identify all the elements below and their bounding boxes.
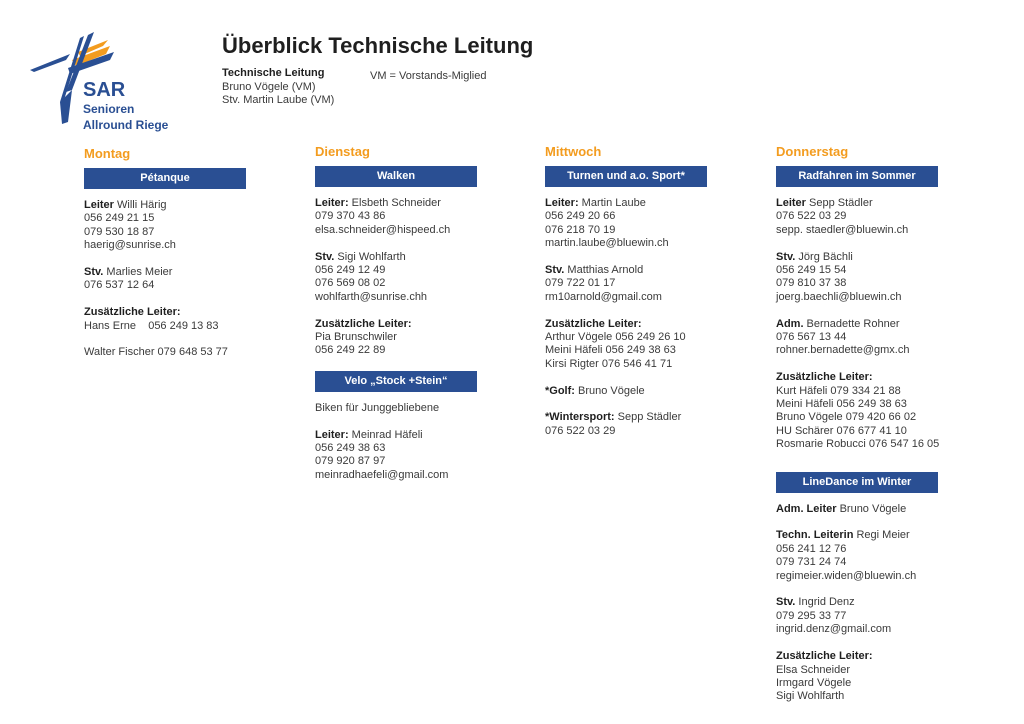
contact-line: 079 920 87 97: [315, 455, 386, 468]
name: Willi Härig: [113, 199, 167, 211]
leiter-block: [545, 197, 710, 251]
day-heading: Dienstag: [315, 144, 370, 159]
golf-block: [545, 385, 710, 398]
label: Zusätzliche Leiter:: [545, 317, 642, 330]
contact-line: Meini Häfeli 056 249 38 63: [776, 398, 907, 411]
wintersport-block: [545, 411, 710, 438]
contact-line: 079 530 18 87: [84, 225, 155, 238]
activity-bar: Velo „Stock +Stein“: [315, 371, 477, 392]
contact-line: Pia Brunschwiler: [315, 331, 397, 344]
logo-sar-text: SAR: [83, 79, 126, 101]
activity-bar: Pétanque: [84, 168, 246, 189]
name: Martin Laube: [578, 197, 646, 209]
contact-line: 056 249 20 66: [545, 210, 616, 223]
name: Bruno Vögele: [836, 502, 907, 515]
contact-line: rohner.bernadette@gmx.ch: [776, 344, 910, 357]
meta-heading: Technische Leitung: [222, 67, 325, 79]
contact-line: 056 249 38 63: [315, 442, 386, 455]
label: Stv.: [545, 264, 565, 277]
label: *Wintersport:: [545, 411, 615, 424]
contact-line: Walter Fischer 079 648 53 77: [84, 346, 228, 359]
label: Adm. Leiter: [776, 502, 837, 515]
vm-note: VM = Vorstands-Miglied: [370, 70, 487, 82]
column-donnerstag: [776, 144, 941, 704]
contact-line: elsa.schneider@hispeed.ch: [315, 223, 451, 236]
contact-line: 079 731 24 74: [776, 556, 847, 569]
contact-line: joerg.baechli@bluewin.ch: [776, 290, 902, 303]
contact-line: martin.laube@bluewin.ch: [545, 237, 669, 250]
name: Jörg Bächli: [795, 250, 853, 263]
contact-line: ingrid.denz@gmail.com: [776, 623, 892, 636]
contact-line: Irmgard Vögele: [776, 676, 852, 689]
contact-line: haerig@sunrise.ch: [84, 239, 176, 252]
column-montag: [84, 144, 249, 360]
day-heading: Donnerstag: [776, 144, 849, 159]
day-heading: Montag: [84, 146, 131, 161]
activity-bar: Radfahren im Sommer: [776, 166, 938, 187]
stv-block: [776, 251, 941, 305]
label: Zusätzliche Leiter:: [315, 317, 412, 330]
contact-line: 079 370 43 86: [315, 210, 386, 223]
contact-line: 076 537 12 64: [84, 279, 155, 292]
label: Techn. Leiterin: [776, 529, 854, 542]
contact-line: 056 249 12 49: [315, 264, 386, 277]
contact-line: 076 522 03 29: [545, 424, 616, 437]
zus-block: [776, 371, 941, 451]
contact-line: meinradhaefeli@gmail.com: [315, 468, 449, 481]
label: Stv.: [776, 596, 796, 609]
label: Stv.: [315, 250, 335, 263]
stv-block: [84, 266, 249, 293]
contact-line: sepp. staedler@bluewin.ch: [776, 223, 909, 236]
logo-line-1: Senioren: [83, 102, 135, 116]
column-dienstag: [315, 144, 480, 482]
stv-block: [776, 596, 941, 636]
contact-line: wohlfarth@sunrise.chh: [315, 290, 428, 303]
contact-line: Kirsi Rigter 076 546 41 71: [545, 357, 673, 370]
leiter-block: [776, 197, 941, 237]
adm-leiter-line: [776, 503, 941, 516]
contact-line: 076 569 08 02: [315, 277, 386, 290]
adm-block: [776, 318, 941, 358]
contact-line: Meini Häfeli 056 249 38 63: [545, 344, 676, 357]
meta-line: Stv. Martin Laube (VM): [222, 94, 335, 106]
contact-line: 056 249 21 15: [84, 212, 155, 225]
activity-bar: LineDance im Winter: [776, 472, 938, 493]
label: Zusätzliche Leiter:: [84, 306, 181, 319]
name: Ingrid Denz: [795, 596, 855, 609]
leiter-block: [84, 199, 249, 253]
meta-line: Bruno Vögele (VM): [222, 80, 316, 93]
leiter-block: [315, 197, 480, 237]
name: Bruno Vögele: [574, 384, 645, 397]
label: *Golf:: [545, 384, 575, 397]
contact-line: Hans Erne 056 249 13 83: [84, 319, 219, 332]
label: Stv.: [84, 266, 104, 279]
label: Stv.: [776, 250, 796, 263]
name: Meinrad Häfeli: [348, 428, 423, 441]
day-heading: Mittwoch: [545, 144, 602, 159]
contact-line: 079 722 01 17: [545, 277, 616, 290]
techn-block: [776, 529, 941, 583]
zus-block: [84, 306, 249, 333]
contact-line: Kurt Häfeli 079 334 21 88: [776, 384, 901, 397]
activity-description: Biken für Junggebliebene: [315, 401, 440, 414]
name: Elsbeth Schneider: [348, 197, 441, 209]
contact-line: Sigi Wohlfarth: [776, 690, 845, 703]
name: Sepp Städler: [614, 411, 682, 424]
leiter-block: [315, 429, 480, 483]
name: Sepp Städler: [805, 197, 873, 209]
technical-lead-info: [222, 67, 334, 108]
activity-bar: Walken: [315, 166, 477, 187]
contact-line: 076 522 03 29: [776, 210, 847, 223]
contact-line: HU Schärer 076 677 41 10: [776, 424, 907, 437]
contact-line: regimeier.widen@bluewin.ch: [776, 569, 917, 582]
stv-block: [545, 264, 710, 304]
contact-line: Elsa Schneider: [776, 663, 850, 676]
name: Marlies Meier: [103, 266, 173, 279]
zus-block: [776, 650, 941, 704]
label: Zusätzliche Leiter:: [776, 371, 873, 384]
label: Leiter:: [315, 197, 349, 209]
label: Leiter: [776, 197, 806, 209]
page-title: Überblick Technische Leitung: [222, 33, 534, 58]
contact-line: Bruno Vögele 079 420 66 02: [776, 411, 917, 424]
label: Leiter:: [545, 197, 579, 209]
name: Matthias Arnold: [564, 264, 644, 277]
name: Sigi Wohlfarth: [334, 250, 406, 263]
activity-bar: Turnen und a.o. Sport*: [545, 166, 707, 187]
label: Adm.: [776, 317, 804, 330]
sar-logo: [28, 30, 178, 134]
contact-line: 076 218 70 19: [545, 223, 616, 236]
column-mittwoch: [545, 144, 710, 438]
contact-line: 079 295 33 77: [776, 609, 847, 622]
zus-block: [315, 318, 480, 358]
contact-line: 056 241 12 76: [776, 542, 847, 555]
contact-line: 056 249 15 54: [776, 264, 847, 277]
contact-line: rm10arnold@gmail.com: [545, 290, 662, 303]
contact-line: Arthur Vögele 056 249 26 10: [545, 331, 686, 344]
contact-line: 056 249 22 89: [315, 344, 386, 357]
zus-block: [545, 318, 710, 372]
contact-line: 076 567 13 44: [776, 331, 847, 344]
label: Leiter:: [315, 428, 349, 441]
contact-line: 079 810 37 38: [776, 277, 847, 290]
logo-line-2: Allround Riege: [83, 118, 169, 132]
contact-line: Rosmarie Robucci 076 547 16 05: [776, 438, 940, 451]
stv-block: [315, 251, 480, 305]
name: Regi Meier: [853, 529, 910, 542]
label: Zusätzliche Leiter:: [776, 650, 873, 663]
label: Leiter: [84, 199, 114, 211]
name: Bernadette Rohner: [803, 317, 900, 330]
